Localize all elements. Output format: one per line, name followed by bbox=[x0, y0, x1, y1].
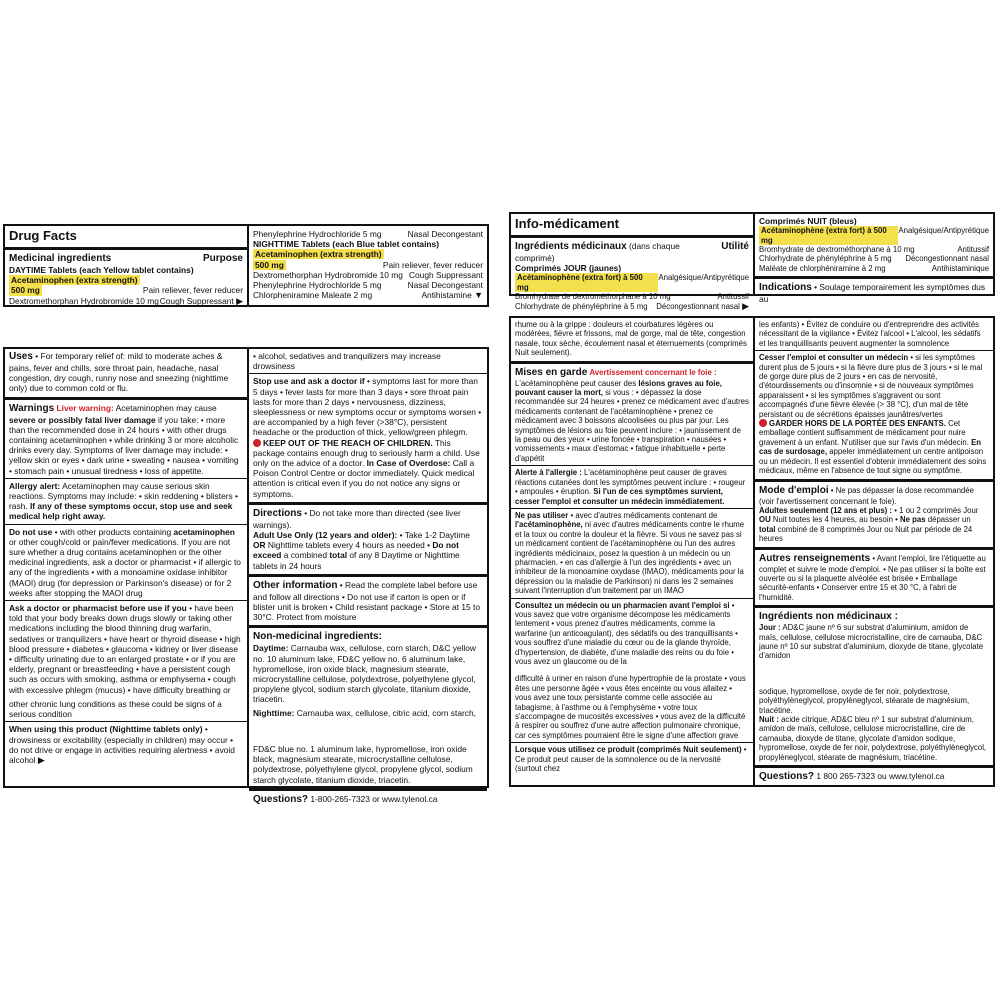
continue-arrow-icon: ▶ bbox=[37, 754, 45, 765]
keep-out-text: This package contains enough drug to seriously harm a child. Use only on the advice of a doctor. bbox=[253, 437, 480, 469]
lorsque-label: Lorsque vous utilisez ce produit (comprimés Nuit seulement) bbox=[515, 745, 742, 755]
do-not-use-label: Do not use bbox=[9, 526, 53, 537]
questions-label: Questions? bbox=[253, 793, 309, 805]
stop-use-label: Stop use and ask a doctor if bbox=[253, 376, 365, 387]
utilite-heading: Utilité bbox=[721, 241, 749, 252]
alerte-allergie-label: Alerte à l'allergie : bbox=[515, 468, 582, 478]
cesser-label: Cesser l'emploi et consulter un médecin bbox=[759, 353, 909, 363]
chlor-night-purpose: Antihistamine bbox=[421, 290, 472, 301]
surdosage-text: appeler immédiatement un centre antipoison ou un médecin. Il est essentiel d'obtenir immédiatement des soins médicaux, même en l'absence de tout signe ou symptôme. bbox=[759, 447, 987, 476]
info-medicament-panel-fr bbox=[509, 212, 995, 311]
acetaminophen-day: Acetaminophen (extra strength) bbox=[11, 275, 138, 286]
acetaminophene-jour: Acétaminophène (extra fort) à 500 mg bbox=[515, 273, 658, 292]
acetaminophene-jour-purpose: Analgésique/Antipyrétique bbox=[658, 273, 749, 283]
keep-out-label: KEEP OUT OF THE REACH OF CHILDREN. bbox=[263, 437, 433, 448]
acetaminophen-night-dose: 500 mg bbox=[255, 259, 284, 270]
dxm-day-purpose: Cough Suppressant bbox=[159, 295, 234, 306]
indications-text: • Soulage temporairement les symptômes dus au bbox=[759, 282, 986, 305]
continue-arrow-icon: ▶ bbox=[742, 300, 749, 311]
overdose-label: In Case of Overdose: bbox=[366, 458, 451, 469]
other-info-text: • Read the complete label before use and follow all directions • Do not use if carton is open or if blister unit is broken • Child resistant package • Store at 15 to 30°C. Protect from moisture bbox=[253, 579, 480, 623]
ne-pas-utiliser-detail: ni avec d'autres médicaments contre le rhume et la toux ou contre la douleur et la fièvre. Si vous ne savez pas si un médicament contient de l'acétaminophène ou l'un des autres ingrédients médicinaux, posez la question à un médecin ou un pharmacien. • en cas d'allergie à l'un des ingrédients • avec un inhibiteur de la monoamine oxydase (IMAO), médicaments pour la dépression ou la maladie de Parkinson) ni dans les 2 semaines suivant l'interruption d'un traitement par un IMAO bbox=[515, 520, 745, 596]
dxm-jour: Bromhydrate de dextrométhorphane à 10 mg bbox=[515, 292, 671, 302]
allergy-alert-action: If any of these symptoms occur, stop use and seek medical help right away. bbox=[9, 501, 233, 522]
ne-pas-utiliser-acetaminophene: l'acétaminophène, bbox=[515, 520, 583, 530]
acetaminophen-day-dose: 500 mg bbox=[11, 285, 40, 296]
acetaminophene-nuit: Acétaminophène (extra fort) à 500 mg bbox=[759, 226, 898, 245]
phe-night-purpose: Nasal Decongestant bbox=[407, 280, 483, 291]
ne-pas-depasser: Ne pas bbox=[900, 515, 926, 525]
continue-arrow-icon: ▶ bbox=[236, 295, 243, 306]
dxm-nuit: Bromhydrate de dextrométhorphane à 10 mg bbox=[759, 245, 915, 255]
phe-jour: Chlorhydrate de phényléphrine à 5 mg bbox=[515, 301, 648, 311]
jour-nmi-label: Jour : bbox=[759, 623, 781, 633]
info-medicament-details-fr bbox=[509, 316, 995, 787]
alcohol-warning: • alcohol, sedatives and tranquilizers may increase drowsiness bbox=[253, 351, 441, 372]
foie-warning-detail: si vous : • dépassez la dose recommandée sur 24 heures • prenez ce médicament avec d'autres médicaments contenant de l'acétaminophène • prenez ce médicament avec 3 boissons alcoolisées ou plus par jour. Les symptômes de lésions au foie peuvent inclure : • jaunissement de la peau ou des yeux • urine foncée • transpiration • nausées • vomissements • maux d'estomac • fatigue inhabituelle • perte d'appétit bbox=[515, 388, 749, 463]
alerte-allergie-text: L'acétaminophène peut causer de graves réactions cutanées dont les symptômes peuvent inclure : • rougeur • ampoules • éruption. bbox=[515, 468, 746, 497]
daytime-nmi-label: Daytime: bbox=[253, 643, 289, 654]
drug-facts-panel-en bbox=[3, 224, 489, 307]
uses-label: Uses bbox=[9, 351, 33, 362]
consultez-continued: difficulté à uriner en raison d'une hypertrophie de la prostate • vous êtes une personne âgée • vous êtes enceinte ou vous allaitez • vous avez une toux persistante comme celle associée au tabagisme, à l'asthme ou à l'emphysème • votre toux s'accompagne de mucosités excessives • vous avez de la difficulté à respirer ou souffrez d'une autre affection pulmonaire chronique, car ces symptômes pourraient être le signe d'une affection grave bbox=[515, 674, 746, 740]
acetaminophene-nuit-purpose: Analgésique/Antipyrétique bbox=[898, 226, 989, 236]
acetaminophen-night: Acetaminophen (extra strength) bbox=[255, 249, 382, 260]
adult-use-max: of any 8 Daytime or Nighttime tablets in 24 hours bbox=[253, 550, 460, 571]
dxm-night-purpose: Cough Suppressant bbox=[408, 269, 483, 280]
warning-dot-icon bbox=[253, 439, 261, 447]
adultes-frequency: Nuit toutes les 4 heures, au besoin • bbox=[772, 515, 898, 525]
nighttime-nmi-label: Nighttime: bbox=[253, 707, 295, 718]
cesser-text: • si les symptômes durent plus de 5 jours • si la fièvre dure plus de 3 jours • si le mal de gorge dure plus de 2 jours • en cas de nervosité, d'étourdissements ou d'insomnie • si de nouveaux symptômes apparaissent • si les symptômes s'aggravent ou sont accompagnés d'une fièvre élevée (> 38 °C), d'un mal de tête persistant ou de sécrétions épaisses jaunâtres/vertes bbox=[759, 353, 983, 419]
autres-renseignements-text: • Avant l'emploi, lire l'étiquette au complet et suivre le mode d'emploi. • Ne pas utiliser si la boîte est ouverte ou si la plaquette alvéolée est brisée • Emballage sécurité-enfants • Conserver entre 15 et 30 °C, à l'abri de l'humidité. bbox=[759, 553, 986, 602]
adultes-max: combiné de 8 comprimés Jour ou Nuit par période de 24 heures bbox=[759, 524, 973, 544]
chlor-nuit-purpose: Antihistaminique bbox=[931, 263, 989, 273]
info-medicament-title: Info-médicament bbox=[515, 216, 620, 231]
drug-facts-title: Drug Facts bbox=[9, 228, 77, 243]
do-not-use-text: • with other products containing bbox=[54, 526, 172, 537]
directions-text: • Do not take more than directed (see liver warnings). bbox=[253, 507, 461, 530]
medicinal-ingredients-heading: Medicinal ingredients bbox=[9, 253, 112, 264]
warning-dot-icon bbox=[759, 419, 767, 427]
phe-night: Phenylephrine Hydrochloride 5 mg bbox=[253, 280, 382, 291]
adult-use-frequency: Nighttime tablets every 4 hours as needed • bbox=[267, 540, 431, 551]
questions-contact-fr: 1 800 265-7323 ou www.tylenol.ca bbox=[816, 771, 945, 782]
nighttime-label: NIGHTTIME Tablets (each Blue tablet contains) bbox=[253, 239, 439, 250]
consultez-text: • vous savez que votre organisme décompose les médicaments lentement • vous prenez d'autres médicaments, comme la warfarine (un anticoagulant), des sédatifs ou des tranquillisants • vous souffrez d'une maladie du cœur ou de la glande thyroïde, d'hypertension, de diabète, d'une maladie des reins ou du foie • vous avez un glaucome ou de la bbox=[515, 600, 738, 666]
liver-warning-label: Liver warning: bbox=[56, 402, 114, 413]
non-medicinal-label: Non-medicinal ingredients: bbox=[253, 631, 382, 643]
ne-pas-utiliser-label: Ne pas utiliser bbox=[515, 510, 569, 520]
questions-contact: 1-800-265-7323 or www.tylenol.ca bbox=[310, 793, 438, 804]
do-not-use-detail: or other cough/cold or pain/fever medications. If you are not sure whether a drug contains acetaminophen or the other medicinal ingredients, ask a doctor or pharmacist • if allergic to any of the ingredients • with a monoamine oxidase inhibitor (MAOI) drug (for depression or Parkinson's disease) or for 2 weeks after stopping the MAOI drug bbox=[9, 536, 241, 598]
questions-label-fr: Questions? bbox=[759, 771, 815, 783]
surdosage-label: En cas de surdosage, bbox=[759, 437, 982, 457]
warnings-label: Warnings bbox=[9, 402, 55, 414]
alerte-allergie-action: Si l'un de ces symptômes survient, cesser l'emploi et consulter un médecin immédiatement. bbox=[515, 487, 725, 506]
adult-use-dose: • Take 1-2 Daytime bbox=[399, 530, 470, 541]
adult-use-total: total bbox=[329, 550, 348, 561]
nuit-nmi-text: acide citrique, AD&C bleu nº 1 sur substrat d'aluminium, amidon de maïs, cellulose, cellulose microcristalline, cire de carnauba, dioxyde de titane, glycolate d'amidon sodique, hypromellose, oxyde de fer noir, polydextrose, polyéthylèneglycol, propylèneglycol, stéarate de magnésium, triacétine. bbox=[759, 715, 987, 762]
indications-continued: rhume ou à la grippe : douleurs et courbatures légères ou modérées, fièvre et frissons, mal de gorge, mal de tête, congestion nasale, toux sèche, écoulement nasal et éternuements (comprimés Nuit seulement). bbox=[515, 320, 747, 358]
dxm-day: Dextromethorphan Hydrobromide 10 mg bbox=[9, 295, 159, 306]
ingredients-medicinaux-heading: Ingrédients médicinaux bbox=[515, 241, 627, 252]
phe-day-purpose: Nasal Decongestant bbox=[407, 229, 483, 239]
chlor-night: Chlorpheniramine Maleate 2 mg bbox=[253, 290, 373, 301]
adult-use-label: Adult Use Only (12 years and older): bbox=[253, 530, 398, 541]
acetaminophen-night-purpose: Pain reliever, fever reducer bbox=[382, 259, 483, 270]
autres-renseignements-label: Autres renseignements bbox=[759, 552, 871, 564]
daytime-nmi-text: Carnauba wax, cellulose, corn starch, D&C yellow no. 10 aluminum lake, FD&C yellow no. 6 aluminum lake, hypromellose, iron oxide black, magnesium stearate, microcrystalline cellulose, polydextrose, polyethylene glycol, propylene glycol, sodium starch glycolate, titanium dioxide, triacetin. bbox=[253, 643, 476, 705]
indications-label: Indications bbox=[759, 282, 812, 294]
mises-en-garde-label: Mises en garde bbox=[515, 366, 588, 378]
acetaminophen-day-purpose: Pain reliever, fever reducer bbox=[142, 285, 243, 296]
do-not-use-acetaminophen: acetaminophen bbox=[173, 526, 235, 537]
ask-doctor-label: Ask a doctor or pharmacist before use if you bbox=[9, 603, 187, 614]
lorsque-continued: les enfants) • Évitez de conduire ou d'entreprendre des activités nécessitant de la vigilance • Évitez l'alcool • L'alcool, les sédatifs et les tranquillisants peuvent augmenter la somnolence bbox=[759, 320, 981, 348]
when-using-text: • drowsiness or excitability (especially in children) may occur • do not drive or engage in activities requiring alertness • avoid alcohol bbox=[9, 724, 235, 765]
liver-warning-bold: severe or possibly fatal liver damage bbox=[9, 414, 156, 425]
phe-day: Phenylephrine Hydrochloride 5 mg bbox=[253, 229, 382, 239]
overdose-text: Call a Poison Control Centre or doctor immediately. Quick medical attention is critical even if you do not notice any signs or symptoms. bbox=[253, 458, 475, 499]
other-info-label: Other information bbox=[253, 579, 338, 591]
when-using-label: When using this product (Nighttime tablets only) bbox=[9, 724, 203, 735]
adultes-dose: • 1 ou 2 comprimés Jour bbox=[894, 505, 979, 515]
foie-warning-label: Avertissement concernant le foie : bbox=[589, 367, 717, 377]
liver-warning-detail: if you take: • more than the recommended dose in 24 hours • with other drugs containing acetaminophen • while drinking 3 or more alcoholic drinks every day. Symptoms of liver damage may include: • yellow skin or eyes • dark urine • sweating • nausea • vomiting • stomach pain • unusual tiredness • loss of appetite. bbox=[9, 414, 239, 476]
uses-text: • For temporary relief of: mild to moderate aches & pains, fever and chills, sore throat pain, headache, nasal congestion, dry cough, runny nose and sneezing (nighttime only) due to common cold or flu. bbox=[9, 351, 229, 394]
foie-warning-bold: lésions graves au foie, pouvant causer la mort, bbox=[515, 378, 722, 398]
phe-nuit: Chlorhydrate de phényléphrine à 5 mg bbox=[759, 254, 892, 264]
garder-label: GARDER HORS DE LA PORTÉE DES ENFANTS. bbox=[769, 419, 946, 429]
chlor-nuit: Maléate de chlorphéniramine à 2 mg bbox=[759, 263, 886, 273]
nighttime-nmi-text: Carnauba wax, cellulose, citric acid, corn starch, bbox=[296, 707, 476, 718]
adultes-depasser: dépasser un bbox=[927, 515, 971, 525]
allergy-alert-label: Allergy alert: bbox=[9, 480, 61, 491]
ne-pas-utiliser-text: • avec d'autres médicaments contenant de bbox=[570, 510, 718, 520]
continue-down-arrow-icon: ▼ bbox=[474, 290, 483, 301]
do-not-exceed: Do not exceed bbox=[253, 540, 459, 561]
consultez-label: Consultez un médecin ou un pharmacien avant l'emploi si bbox=[515, 600, 730, 610]
dxm-nuit-purpose: Antitussif bbox=[957, 245, 989, 255]
ask-doctor-continued: other chronic lung conditions as these could be signs of a serious condition bbox=[9, 698, 222, 720]
adultes-ou: OU bbox=[759, 515, 771, 525]
nuit-label: Comprimés NUIT (bleus) bbox=[759, 216, 857, 226]
phe-nuit-purpose: Décongestionnant nasal bbox=[905, 254, 989, 264]
nighttime-nmi-continued: FD&C blue no. 1 aluminum lake, hypromellose, iron oxide black, magnesium stearate, microcrystalline cellulose, polydextrose, polyethylene glycol, propylene glycol, sodium starch glycolate, titanium dioxide, triacetin. bbox=[253, 743, 473, 785]
stop-use-text: • symptoms last for more than 5 days • fever lasts for more than 3 days • sore throat pain lasts for more than 2 days • nervousness, dizziness, sleeplessness or new symptoms occur or symptoms worsen • are accompanied by a high fever (>38°C), persistent headache or the production of thick, yellow/green phlegm. bbox=[253, 376, 482, 438]
adult-use-or: OR bbox=[253, 540, 266, 551]
mode-emploi-text: • Ne pas dépasser la dose recommandée (voir l'avertissement concernant le foie). bbox=[759, 485, 974, 506]
drug-facts-details-en bbox=[3, 347, 489, 805]
liver-warning-text: Acetaminophen may cause bbox=[115, 402, 217, 413]
jour-label: Comprimés JOUR (jaunes) bbox=[515, 263, 622, 274]
purpose-heading: Purpose bbox=[202, 253, 243, 264]
jour-nmi-text: AD&C jaune nº 6 sur substrat d'aluminium, amidon de maïs, cellulose, cellulose microcristalline, cire de carnauba, D&C jaune nº 10 sur substrat d'aluminium, dioxyde de titane, glycolate d'amidon bbox=[759, 623, 984, 661]
phe-jour-purpose: Décongestionnant nasal bbox=[656, 301, 740, 311]
ingredients-note: (dans chaque comprimé) bbox=[515, 241, 680, 263]
adultes-total: total bbox=[759, 524, 776, 534]
adultes-label: Adultes seulement (12 ans et plus) : bbox=[759, 505, 893, 515]
allergy-alert-text: Acetaminophen may cause serious skin reactions. Symptoms may include: • skin reddening • blisters • rash. bbox=[9, 480, 238, 512]
daytime-label: DAYTIME Tablets (each Yellow tablet contains) bbox=[9, 265, 194, 275]
jour-nmi-continued: sodique, hypromellose, oxyde de fer noir, polydextrose, polyéthylèneglycol, propylèneglycol, stéarate de magnésium, triacétine. bbox=[759, 686, 970, 715]
garder-text: Cet emballage contient suffisamment de médicament pour nuire gravement à un enfant. N'utiliser que sur l'avis d'un médecin. bbox=[759, 419, 969, 447]
lorsque-text: • Ce produit peut causer de la somnolence ou de la nervosité (surtout chez bbox=[515, 745, 747, 774]
adult-use-combined: a combined bbox=[283, 550, 328, 561]
mode-emploi-label: Mode d'emploi bbox=[759, 484, 829, 496]
non-medicinaux-label: Ingrédients non médicinaux : bbox=[759, 611, 898, 623]
directions-label: Directions bbox=[253, 507, 302, 519]
ask-doctor-text: • have been told that your body breaks down drugs slowly or taking other medications including the blood thinning drug warfarin, sedatives or tranquilizers • have heart or thyroid disease • high blood pressure • diabetes • glaucoma • kidney or liver disease • difficulty urinating due to an enlarged prostate • or if you are elderly, pregnant or breastfeeding • have a persistent cough such as occurs with smoking, asthma or emphysema • cough with excessive phlegm (mucus) • have difficulty breathing or bbox=[9, 603, 241, 695]
nuit-nmi-label: Nuit : bbox=[759, 715, 779, 724]
dxm-night: Dextromethorphan Hydrobromide 10 mg bbox=[253, 269, 403, 280]
foie-warning-text: L'acétaminophène peut causer des bbox=[515, 378, 637, 388]
dxm-jour-purpose: Antitussif bbox=[717, 292, 749, 302]
